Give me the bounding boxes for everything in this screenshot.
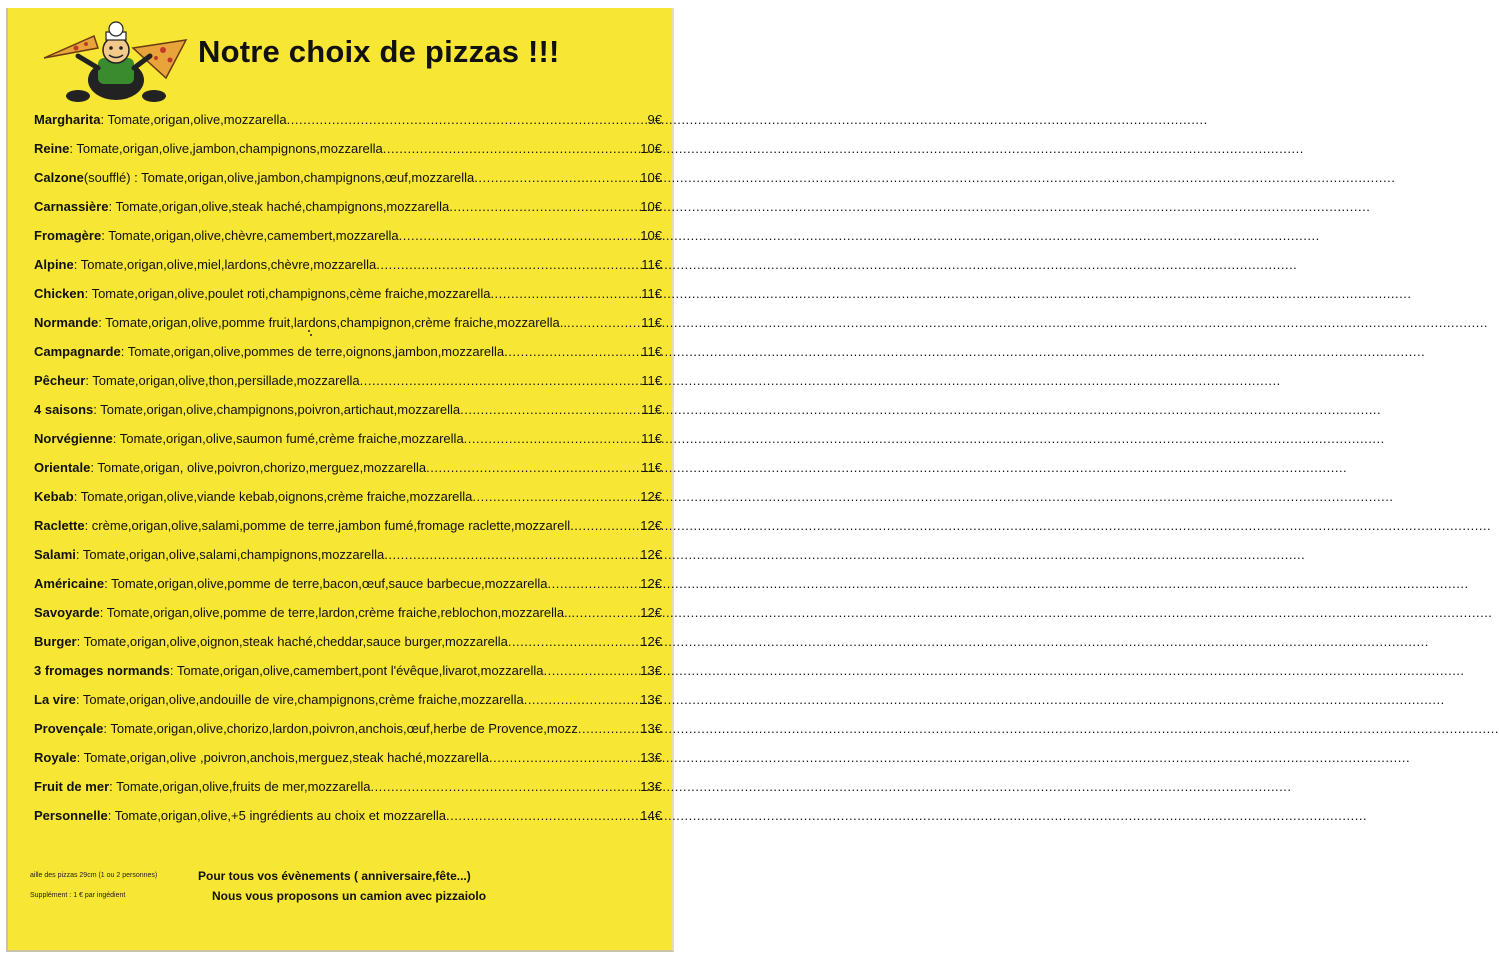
supplement-note: Supplément : 1 € par ingédient <box>30 892 126 899</box>
menu-item <box>34 743 662 772</box>
dot-leader <box>524 685 641 714</box>
pizza-ingredients: : Tomate,origan,olive,pomme fruit,lardons,champignon,crème fraiche,mozzarella.. <box>98 315 567 330</box>
menu-item <box>34 279 662 308</box>
menu-item <box>34 627 662 656</box>
menu-item <box>34 598 662 627</box>
menu-item <box>34 192 662 221</box>
pizza-ingredients: : Tomate,origan,olive,pommes de terre,oignons,jambon,mozzarella <box>120 344 505 359</box>
menu-item <box>34 134 662 163</box>
menu-item <box>34 221 662 250</box>
pizza-price: 9€ <box>647 112 662 127</box>
pizza-price: 13€ <box>640 692 662 707</box>
pizza-price: 11€ <box>641 257 662 272</box>
pizza-ingredients: : Tomate,origan,olive,andouille de vire,champignons,crème fraiche,mozzarella <box>75 692 524 707</box>
pizza-ingredients: : Tomate,origan, olive,poivron,chorizo,merguez,mozzarella <box>90 460 427 475</box>
menu-item <box>34 250 662 279</box>
pizza-ingredients: : Tomate,origan,olive,chorizo,lardon,poivron,anchois,œuf,herbe de Provence,mozz <box>103 721 578 736</box>
menu-item <box>34 395 662 424</box>
dot-leader <box>464 424 642 453</box>
pizza-price: 12€ <box>640 547 662 562</box>
pizza-price: 11€ <box>641 344 662 359</box>
menu-item <box>34 685 662 714</box>
pizza-ingredients: : Tomate,origan,olive,+5 ingrédients au choix et mozzarella <box>107 808 447 823</box>
pizza-name: Norvégienne <box>34 431 113 446</box>
dot-leader <box>571 598 640 627</box>
pizza-price: 10€ <box>640 141 662 156</box>
pizza-ingredients: : Tomate,origan,olive,miel,lardons,chèvre,mozzarella <box>73 257 377 272</box>
size-note: aille des pizzas 29cm (1 ou 2 personnes) <box>30 872 158 879</box>
menu-item <box>34 337 662 366</box>
pizza-name: Savoyarde <box>34 605 100 620</box>
pizza-name: Fruit de mer <box>34 779 110 794</box>
menu-item <box>34 424 662 453</box>
pizza-name: Kebab <box>34 489 74 504</box>
pizza-price: 12€ <box>640 518 662 533</box>
pizza-price: 10€ <box>640 228 662 243</box>
dot-leader <box>449 192 640 221</box>
menu-item <box>34 308 662 337</box>
page-title: Notre choix de pizzas !!! <box>198 34 560 69</box>
dot-leader <box>460 395 641 424</box>
dot-leader <box>508 627 640 656</box>
pizza-price: 13€ <box>640 779 662 794</box>
pizza-ingredients: : Tomate,origan,olive,chèvre,camembert,mozzarella <box>101 228 399 243</box>
events-line: Pour tous vos évènements ( anniversaire,fête...) <box>198 869 471 883</box>
dot-leader <box>504 337 641 366</box>
menu-item <box>34 540 662 569</box>
pizza-ingredients: : Tomate,origan,olive,steak haché,champignons,mozzarella <box>108 199 450 214</box>
pizza-name: La vire <box>34 692 76 707</box>
pizza-price: 11€ <box>641 286 662 301</box>
menu-item <box>34 569 662 598</box>
pizza-name: Chicken <box>34 286 85 301</box>
truck-line: Nous vous proposons un camion avec pizzaiolo <box>212 889 487 903</box>
menu-sheet <box>6 8 674 952</box>
dot-leader <box>543 656 640 685</box>
pizza-price: 13€ <box>640 750 662 765</box>
dot-leader <box>446 801 640 830</box>
pizza-name: Fromagère <box>34 228 102 243</box>
pizza-name: Campagnarde <box>34 344 121 359</box>
dot-leader <box>370 772 640 801</box>
pizza-name: Orientale <box>34 460 91 475</box>
menu-item <box>34 482 662 511</box>
dot-leader <box>426 453 641 482</box>
menu-item <box>34 511 662 540</box>
pizza-name: Calzone <box>34 170 84 185</box>
pizza-name: Carnassière <box>34 199 109 214</box>
pizza-ingredients: : Tomate,origan,olive,fruits de mer,mozzarella <box>109 779 371 794</box>
pizza-ingredients: : Tomate,origan,olive,salami,champignons,mozzarella <box>75 547 385 562</box>
events-note <box>198 866 486 906</box>
pizza-price: 12€ <box>640 605 662 620</box>
dot-leader <box>578 714 640 743</box>
dot-leader <box>489 743 640 772</box>
pizza-ingredients: : Tomate,origan,olive,poulet roti,champignons,cème fraiche,mozzarella <box>84 286 491 301</box>
dot-leader <box>383 134 641 163</box>
pizza-ingredients: (soufflé) : Tomate,origan,olive,jambon,champignons,œuf,mozzarella <box>83 170 475 185</box>
dot-leader <box>490 279 641 308</box>
footer-notes <box>30 866 157 906</box>
pizza-ingredients: : Tomate,origan,olive,viande kebab,oignons,crème fraiche,mozzarella <box>73 489 473 504</box>
pizza-ingredients: : Tomate,origan,olive,pomme de terre,lardon,crème fraiche,reblochon,mozzarella.. <box>99 605 572 620</box>
menu-item <box>34 366 662 395</box>
pizza-price: 12€ <box>640 489 662 504</box>
pizza-price: 10€ <box>640 199 662 214</box>
pizza-price: 13€ <box>640 663 662 678</box>
pizza-price: 13€ <box>640 721 662 736</box>
pizza-name: Normande <box>34 315 99 330</box>
menu-item <box>34 714 662 743</box>
pizza-name: Américaine <box>34 576 105 591</box>
dot-leader <box>548 569 641 598</box>
pizza-price: 11€ <box>641 373 662 388</box>
pizza-ingredients: : Tomate,origan,olive,oignon,steak haché,cheddar,sauce burger,mozzarella <box>76 634 508 649</box>
pizza-name: Salami <box>34 547 76 562</box>
pizza-price: 11€ <box>641 431 662 446</box>
dot-leader <box>570 511 640 540</box>
pizza-name: 3 fromages normands <box>34 663 170 678</box>
dot-leader <box>384 540 640 569</box>
pizza-price: 10€ <box>640 170 662 185</box>
pizza-ingredients: : Tomate,origan,olive,jambon,champignons,mozzarella <box>69 141 383 156</box>
pizza-name: Personnelle <box>34 808 108 823</box>
pizza-price: 11€ <box>641 402 662 417</box>
menu-item <box>34 453 662 482</box>
pizza-name: Royale <box>34 750 77 765</box>
pizza-name: Burger <box>34 634 77 649</box>
pizza-name: Pêcheur <box>34 373 86 388</box>
pizza-name: 4 saisons <box>34 402 94 417</box>
dot-leader <box>360 366 642 395</box>
menu-item <box>34 801 662 830</box>
pizza-ingredients: : Tomate,origan,olive,thon,persillade,mozzarella <box>85 373 360 388</box>
pizza-price: 11€ <box>641 460 662 475</box>
pizza-price: 12€ <box>640 634 662 649</box>
pizza-price: 14€ <box>640 808 662 823</box>
pizza-name: Margharita <box>34 112 101 127</box>
pizza-name: Provençale <box>34 721 104 736</box>
pizza-name: Reine <box>34 141 70 156</box>
pizza-ingredients: : Tomate,origan,olive,saumon fumé,crème fraiche,mozzarella <box>112 431 464 446</box>
pizza-ingredients: : Tomate,origan,olive ,poivron,anchois,merguez,steak haché,mozzarella <box>76 750 490 765</box>
pizza-chef-icon <box>38 18 188 108</box>
pizza-ingredients: : Tomate,origan,olive,mozzarella <box>100 112 287 127</box>
dot-leader <box>287 105 648 134</box>
menu-item <box>34 163 662 192</box>
pizza-name: Alpine <box>34 257 74 272</box>
pizza-ingredients: : crème,origan,olive,salami,pomme de terre,jambon fumé,fromage raclette,mozzarell <box>84 518 571 533</box>
dot-leader <box>376 250 641 279</box>
pizza-ingredients: : Tomate,origan,olive,pomme de terre,bacon,œuf,sauce barbecue,mozzarella <box>104 576 548 591</box>
dot-leader <box>567 308 641 337</box>
pizza-ingredients: : Tomate,origan,olive,champignons,poivron,artichaut,mozzarella <box>93 402 461 417</box>
pizza-ingredients: : Tomate,origan,olive,camembert,pont l'évêque,livarot,mozzarella <box>169 663 544 678</box>
menu-item <box>34 772 662 801</box>
dot-leader <box>472 482 640 511</box>
pizza-price: 12€ <box>640 576 662 591</box>
dot-leader <box>474 163 640 192</box>
pizza-list <box>34 105 662 830</box>
pizza-name: Raclette <box>34 518 85 533</box>
pizza-price: 11€ <box>641 315 662 330</box>
menu-item <box>34 105 662 134</box>
menu-item <box>34 656 662 685</box>
dot-leader <box>399 221 641 250</box>
